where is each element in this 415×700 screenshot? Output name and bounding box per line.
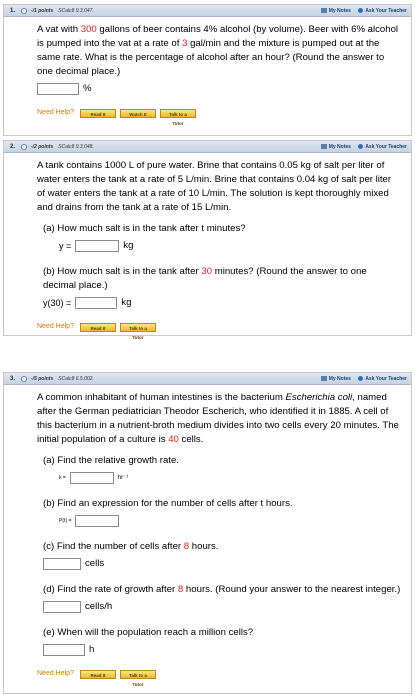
notes-icon <box>321 144 327 149</box>
answer-input[interactable] <box>70 472 114 484</box>
answer-unit: kg <box>123 240 134 251</box>
points-label: -/1 points <box>31 8 54 14</box>
problem-1 <box>3 4 412 136</box>
problem-header <box>4 5 411 17</box>
talk-to-tutor-button[interactable]: Talk to a Tutor <box>120 323 156 332</box>
answer-unit: h <box>89 644 95 655</box>
ask-teacher-link[interactable]: Ask Your Teacher <box>365 144 407 150</box>
problem-ref: SCalc8 6.5.002. <box>58 376 94 382</box>
need-help-label: Need Help? <box>37 323 74 330</box>
notes-icon <box>321 376 327 381</box>
part-a: (a) How much salt is in the tank after t minutes? y = kg <box>43 223 246 251</box>
part-c: (c) Find the number of cells after 8 hours. cells <box>43 541 219 569</box>
my-notes-link[interactable]: My Notes <box>328 8 351 14</box>
notes-icon <box>321 8 327 13</box>
answer-input[interactable] <box>37 83 79 95</box>
talk-to-tutor-button[interactable]: Talk to a Tutor <box>160 109 196 118</box>
plus-icon <box>358 8 363 13</box>
answer-input[interactable] <box>43 644 85 656</box>
answer-label: k = <box>59 475 66 481</box>
problem-number: 1. <box>10 8 16 14</box>
my-notes-link[interactable]: My Notes <box>328 144 351 150</box>
part-e: (e) When will the population reach a million cells? h <box>43 627 254 655</box>
part-d: (d) Find the rate of growth after 8 hours. (Round your answer to the nearest integer.) cells/h <box>43 584 401 612</box>
problem-ref: SCalc8 9.3.047. <box>58 8 94 14</box>
plus-icon <box>358 376 363 381</box>
help-row <box>37 320 401 340</box>
problem-number: 2. <box>10 144 16 150</box>
problem-text: A common inhabitant of human intestines is the bacterium Escherichia coli, named after the German pediatrician Theodor Escherich, who identified it in 1885. A cell of this bacterium in a nutrient-broth medium divides into two cells every 20 minutes. The initial population of a culture is 40 cells. <box>37 392 399 445</box>
answer-input[interactable] <box>43 601 81 613</box>
part-b: (b) How much salt is in the tank after 30 minutes? (Round the answer to one decimal place.) y(30) = kg <box>43 266 367 308</box>
answer-label: y = <box>59 241 72 251</box>
points-label: -/2 points <box>31 144 54 150</box>
answer-unit: cells <box>85 558 105 569</box>
part-a: (a) Find the relative growth rate. k = hr⁻¹ <box>43 454 401 485</box>
problem-header <box>4 141 411 153</box>
problem-text: A tank contains 1000 L of pure water. Brine that contains 0.05 kg of salt per liter of water enters the tank at a rate of 5 L/min. Brine that contains 0.04 kg of salt per liter of water enters the tank at a rate of 10 L/min. The solution is kept thoroughly mixed and drains from the tank at a rate of 15 L/min. <box>37 160 392 213</box>
read-it-button[interactable]: Read It <box>80 670 116 679</box>
problem-number: 3. <box>10 376 16 382</box>
answer-unit: hr⁻¹ <box>117 475 129 481</box>
ask-teacher-link[interactable]: Ask Your Teacher <box>365 376 407 382</box>
answer-label: y(30) = <box>43 298 72 308</box>
ask-teacher-link[interactable]: Ask Your Teacher <box>365 8 407 14</box>
answer-label: P(t) = <box>59 518 72 524</box>
status-circle-icon <box>21 144 27 150</box>
problem-text: A vat with 300 gallons of beer contains 4% alcohol (by volume). Beer with 6% alcohol is pumped into the vat at a rate of 3 gal/min and the mixture is pumped out at the same rate. What is the percentage of alcohol after an hour? (Round the answer to one decimal place.) <box>37 24 399 77</box>
problem-header <box>4 373 411 385</box>
need-help-label: Need Help? <box>37 109 74 116</box>
answer-input[interactable] <box>75 297 117 309</box>
points-label: -/5 points <box>31 376 54 382</box>
talk-to-tutor-button[interactable]: Talk to a Tutor <box>120 670 156 679</box>
answer-input[interactable] <box>75 240 119 252</box>
watch-it-button[interactable]: Watch It <box>120 109 156 118</box>
answer-input[interactable] <box>75 515 119 527</box>
read-it-button[interactable]: Read It <box>80 323 116 332</box>
read-it-button[interactable]: Read It <box>80 109 116 118</box>
answer-unit: % <box>83 83 92 94</box>
answer-unit: cells/h <box>85 601 113 612</box>
help-row <box>37 667 401 687</box>
status-circle-icon <box>21 376 27 382</box>
plus-icon <box>358 144 363 149</box>
answer-input[interactable] <box>43 558 81 570</box>
status-circle-icon <box>21 8 27 14</box>
answer-unit: kg <box>121 297 132 308</box>
part-b: (b) Find an expression for the number of cells after t hours. P(t) = <box>43 497 401 528</box>
problem-3 <box>3 372 412 694</box>
help-row <box>37 106 401 126</box>
problem-2 <box>3 140 412 340</box>
problem-ref: SCalc8 9.3.048. <box>58 144 94 150</box>
my-notes-link[interactable]: My Notes <box>328 376 351 382</box>
need-help-label: Need Help? <box>37 670 74 677</box>
